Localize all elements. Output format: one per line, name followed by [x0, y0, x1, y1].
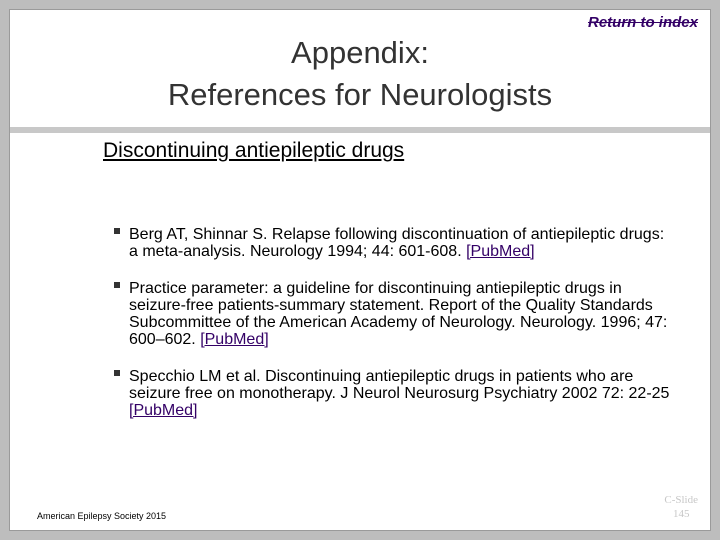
reference-text: Practice parameter: a guideline for discontinuing antiepileptic drugs in seizure-free patients-summary statement. Report of the Quality Standards Subcommittee of the American Academy of Neurology. Neurology. 1996; 47: 600–602. — [129, 280, 668, 348]
pubmed-link[interactable]: [PubMed] — [129, 402, 198, 419]
reference-item — [114, 368, 674, 419]
slide-number-label: C-Slide — [664, 494, 698, 506]
return-to-index-link[interactable]: Return to index — [587, 14, 698, 31]
pubmed-link[interactable]: [PubMed] — [466, 243, 535, 260]
reference-text: Berg AT, Shinnar S. Relapse following discontinuation of antiepileptic drugs: a meta-analysis. Neurology 1994; 44: 601-608. — [129, 226, 665, 260]
pubmed-link[interactable]: [PubMed] — [200, 331, 269, 348]
page-title — [10, 32, 710, 116]
reference-item — [114, 226, 674, 260]
reference-list — [114, 226, 674, 439]
footer-credit: American Epilepsy Society 2015 — [37, 511, 167, 521]
square-bullet-icon — [114, 228, 120, 234]
title-divider — [10, 127, 710, 133]
title-line-2: References for Neurologists — [167, 77, 553, 112]
slide-number-value: 145 — [672, 508, 690, 520]
slide — [9, 9, 711, 531]
reference-item — [114, 280, 674, 348]
square-bullet-icon — [114, 282, 120, 288]
reference-text: Specchio LM et al. Discontinuing antiepileptic drugs in patients who are seizure free on monotherapy. J Neurol Neurosurg Psychiatry 2002 72: 22-25 — [129, 368, 670, 402]
title-line-1: Appendix: — [291, 35, 429, 70]
square-bullet-icon — [114, 370, 120, 376]
section-heading: Discontinuing antiepileptic drugs — [103, 139, 405, 162]
slide-number — [664, 493, 698, 521]
